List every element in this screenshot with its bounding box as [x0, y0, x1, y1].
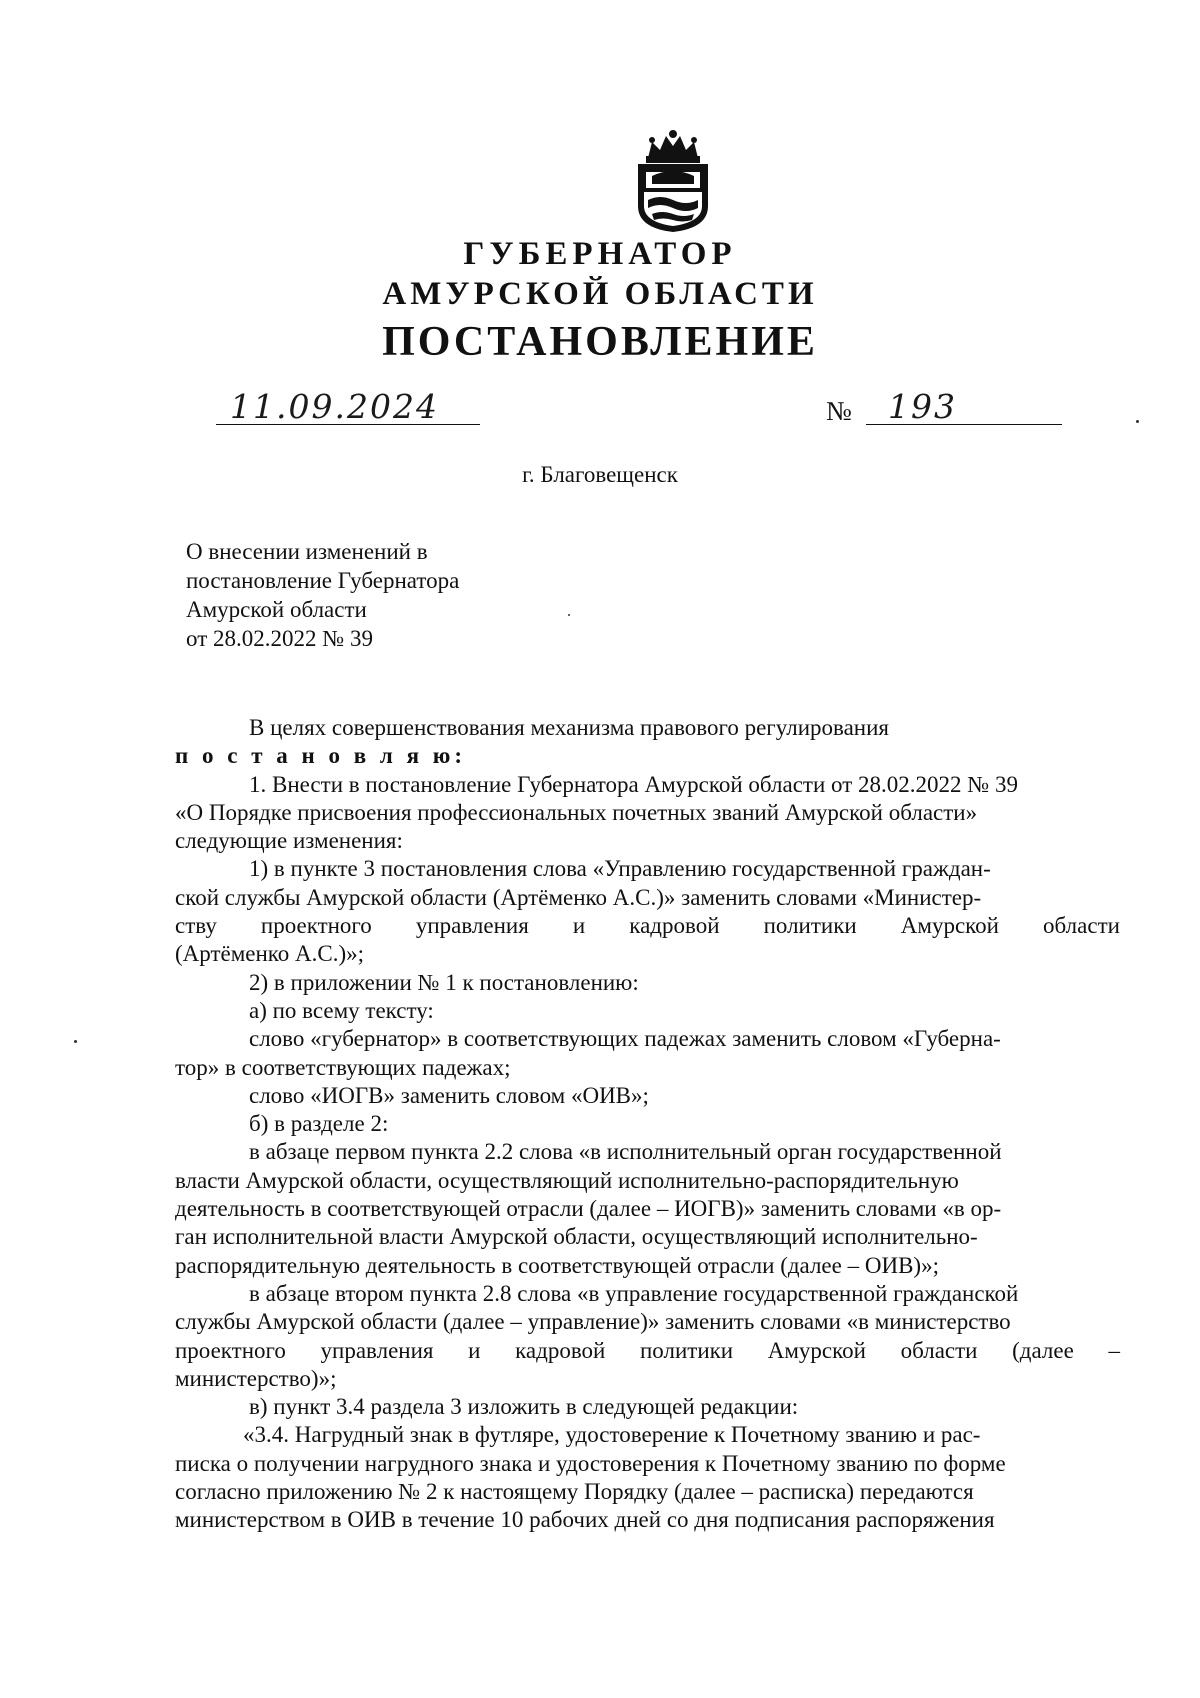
- subject-line: постановление Губернатора: [186, 568, 460, 593]
- document-body: [175, 714, 1120, 1535]
- handwritten-number: 193: [888, 387, 957, 426]
- date-underline: [216, 424, 480, 425]
- body-line: 2) в приложении № 1 к постановлению:: [249, 969, 639, 995]
- word: кадровой: [629, 913, 720, 939]
- body-line: службы Амурской области (далее – управление)» заменить словами «в министерство: [175, 1309, 1011, 1335]
- body-line: слово «ИОГВ» заменить словом «ОИВ»;: [249, 1082, 649, 1108]
- body-line: слово «губернатор» в соответствующих падежах заменить словом «Губерна-: [249, 1026, 1001, 1052]
- coat-of-arms-emblem: [630, 128, 716, 234]
- scan-speck: [568, 614, 570, 616]
- body-line: тор» в соответствующих падежах;: [175, 1054, 511, 1080]
- number-sign: №: [826, 396, 852, 426]
- handwritten-date: 11.09.2024: [230, 387, 439, 426]
- body-line: В целях совершенствования механизма правового регулирования: [249, 715, 889, 740]
- body-line: в абзаце первом пункта 2.2 слова «в исполнительный орган государственной: [249, 1139, 1002, 1165]
- word: управления: [320, 1337, 434, 1363]
- body-line: «3.4. Нагрудный знак в футляре, удостоверение к Почетному званию и рас-: [243, 1422, 981, 1448]
- document-subject: [186, 537, 606, 653]
- subject-line: О внесении изменений в: [186, 539, 428, 564]
- body-line: следующие изменения:: [175, 828, 403, 854]
- body-line: ган исполнительной власти Амурской области, осуществляющий исполнительно-: [175, 1224, 978, 1250]
- word: и: [572, 913, 586, 939]
- scan-speck: [74, 1040, 77, 1043]
- body-line: (Артёменко А.С.)»;: [175, 941, 365, 967]
- body-line: в абзаце втором пункта 2.8 слова «в управление государственной гражданской: [249, 1280, 1019, 1306]
- body-line: а) по всему тексту:: [249, 997, 434, 1023]
- body-line: писка о получении нагрудного знака и удостоверения к Почетному званию по форме: [175, 1450, 1006, 1476]
- authority-title-line2: АМУРСКОЙ ОБЛАСТИ: [382, 276, 818, 312]
- word: политики: [763, 913, 857, 939]
- word: Амурской: [767, 1337, 866, 1363]
- subject-line: Амурской области: [186, 597, 367, 622]
- subject-line: от 28.02.2022 № 39: [186, 626, 373, 651]
- body-line: распорядительную деятельность в соответствующей отрасли (далее – ОИВ)»;: [175, 1252, 939, 1278]
- word: проектного: [175, 1337, 286, 1363]
- word: ству: [175, 913, 217, 939]
- authority-title-line1: ГУБЕРНАТОР: [463, 236, 737, 272]
- scan-speck: [1136, 420, 1139, 423]
- body-line: деятельность в соответствующей отрасли (далее – ИОГВ)» заменить словами «в ор-: [175, 1196, 1002, 1222]
- word: области: [1043, 913, 1120, 939]
- body-line: «О Порядке присвоения профессиональных почетных званий Амурской области»: [175, 799, 978, 825]
- body-line: согласно приложению № 2 к настоящему Порядку (далее – расписка) передаются: [175, 1479, 974, 1505]
- body-line-justified: [175, 912, 1120, 940]
- word: кадровой: [515, 1337, 606, 1363]
- word: Амурской: [900, 913, 999, 939]
- body-line: б) в разделе 2:: [249, 1111, 389, 1137]
- word: проектного: [260, 913, 372, 939]
- body-line: 1) в пункте 3 постановления слова «Управлению государственной граждан-: [249, 856, 991, 882]
- city-name: г. Благовещенск: [522, 462, 678, 487]
- body-line: 1. Внести в постановление Губернатора Амурской области от 28.02.2022 № 39: [249, 771, 1018, 797]
- word: управления: [415, 913, 529, 939]
- body-line: министерством в ОИВ в течение 10 рабочих дней со дня подписания распоряжения: [175, 1507, 995, 1533]
- word: –: [1108, 1337, 1120, 1363]
- body-line: министерство)»;: [175, 1365, 337, 1391]
- body-line: в) пункт 3.4 раздела 3 изложить в следующей редакции:: [249, 1394, 799, 1420]
- body-line: ской службы Амурской области (Артёменко А.С.)» заменить словами «Министер-: [175, 884, 982, 910]
- decree-word: п о с т а н о в л я ю:: [175, 743, 467, 769]
- number-underline: [866, 424, 1062, 425]
- word: и: [468, 1337, 481, 1363]
- body-line-justified: [175, 1337, 1120, 1365]
- body-line: власти Амурской области, осуществляющий исполнительно-распорядительную: [175, 1167, 959, 1193]
- document-type-title: ПОСТАНОВЛЕНИЕ: [382, 319, 818, 365]
- word: политики: [639, 1337, 734, 1363]
- word: (далее: [1012, 1337, 1074, 1363]
- word: области: [900, 1337, 978, 1363]
